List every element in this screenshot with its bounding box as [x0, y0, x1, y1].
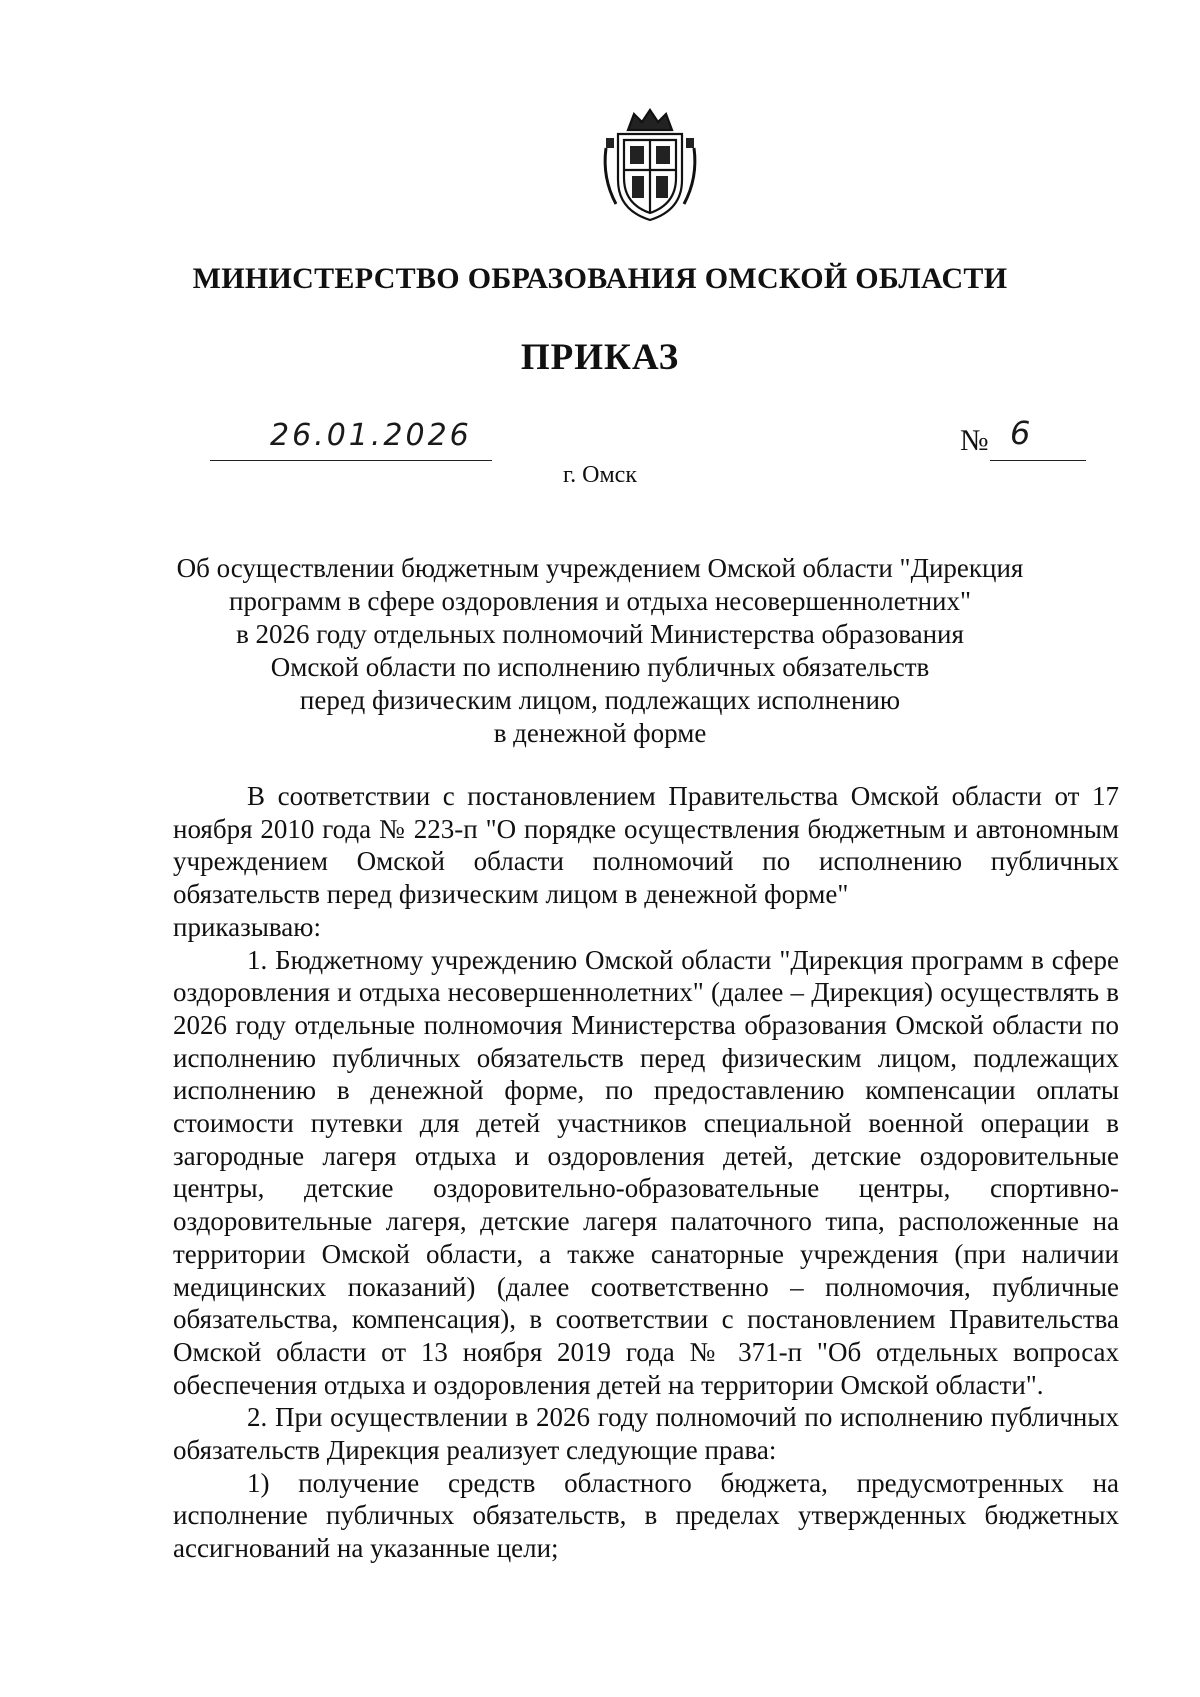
- title-line: программ в сфере оздоровления и отдыха несовершеннолетних": [229, 586, 971, 616]
- number-underline: [990, 460, 1086, 461]
- order-word: приказываю:: [173, 911, 321, 942]
- title-line: в 2026 году отдельных полномочий Министерства образования: [236, 619, 964, 649]
- title-line: Омской области по исполнению публичных обязательств: [270, 652, 930, 682]
- city: г. Омск: [563, 462, 637, 488]
- title-line: в денежной форме: [493, 718, 707, 748]
- order-number: 6: [1010, 414, 1031, 452]
- date-underline: [210, 460, 492, 461]
- number-label: №: [960, 424, 989, 457]
- order-date: 26.01.2026: [270, 418, 472, 453]
- order-title: [150, 552, 1050, 750]
- title-line: Об осуществлении бюджетным учреждением Омской области "Дирекция: [176, 553, 1024, 583]
- title-line: перед физическим лицом, подлежащих исполнению: [299, 685, 901, 715]
- item-1-paragraph: 1. Бюджетному учреждению Омской области "Дирекция программ в сфере оздоровления и отдыха несовершеннолетних" (далее – Дирекция) осуществлять в 2026 году отдельные полномочия Министерства образования Омской области по исполнению публичных обязательств перед физическим лицом, подлежащих исполнению в денежной форме, по предоставлению компенсации оплаты стоимости путевки для детей участников специальной военной операции в загородные лагеря отдыха и оздоровления детей, детские оздоровительные центры, детские оздоровительно-образовательные центры, спортивно-оздоровительные лагеря, детские лагеря палаточного типа, расположенные на территории Омской области, а также санаторные учреждения (при наличии медицинских показаний) (далее соответственно – полномочия, публичные обязательства, компенсация), в соответствии с постановлением Правительства Омской области от 13 ноября 2019 года № 371-п "Об отдельных вопросах обеспечения отдыха и оздоровления детей на территории Омской области".: [173, 944, 1119, 1400]
- document-type: ПРИКАЗ: [520, 337, 680, 378]
- ministry-name: МИНИСТЕРСТВО ОБРАЗОВАНИЯ ОМСКОЙ ОБЛАСТИ: [192, 262, 1008, 295]
- omsk-coat-of-arms-icon: [598, 108, 702, 222]
- order-body: [173, 780, 1119, 1565]
- item-2-1-paragraph: 1) получение средств областного бюджета, предусмотренных на исполнение публичных обязательств, в пределах утвержденных бюджетных ассигнований на указанные цели;: [173, 1467, 1119, 1564]
- item-2-paragraph: 2. При осуществлении в 2026 году полномочий по исполнению публичных обязательств Дирекция реализует следующие права:: [173, 1402, 1119, 1466]
- preamble-paragraph: В соответствии с постановлением Правительства Омской области от 17 ноября 2010 года № 223-п "О порядке осуществления бюджетным и автономным учреждением Омской области полномочий по исполнению публичных обязательств перед физическим лицом в денежной форме": [173, 781, 1119, 910]
